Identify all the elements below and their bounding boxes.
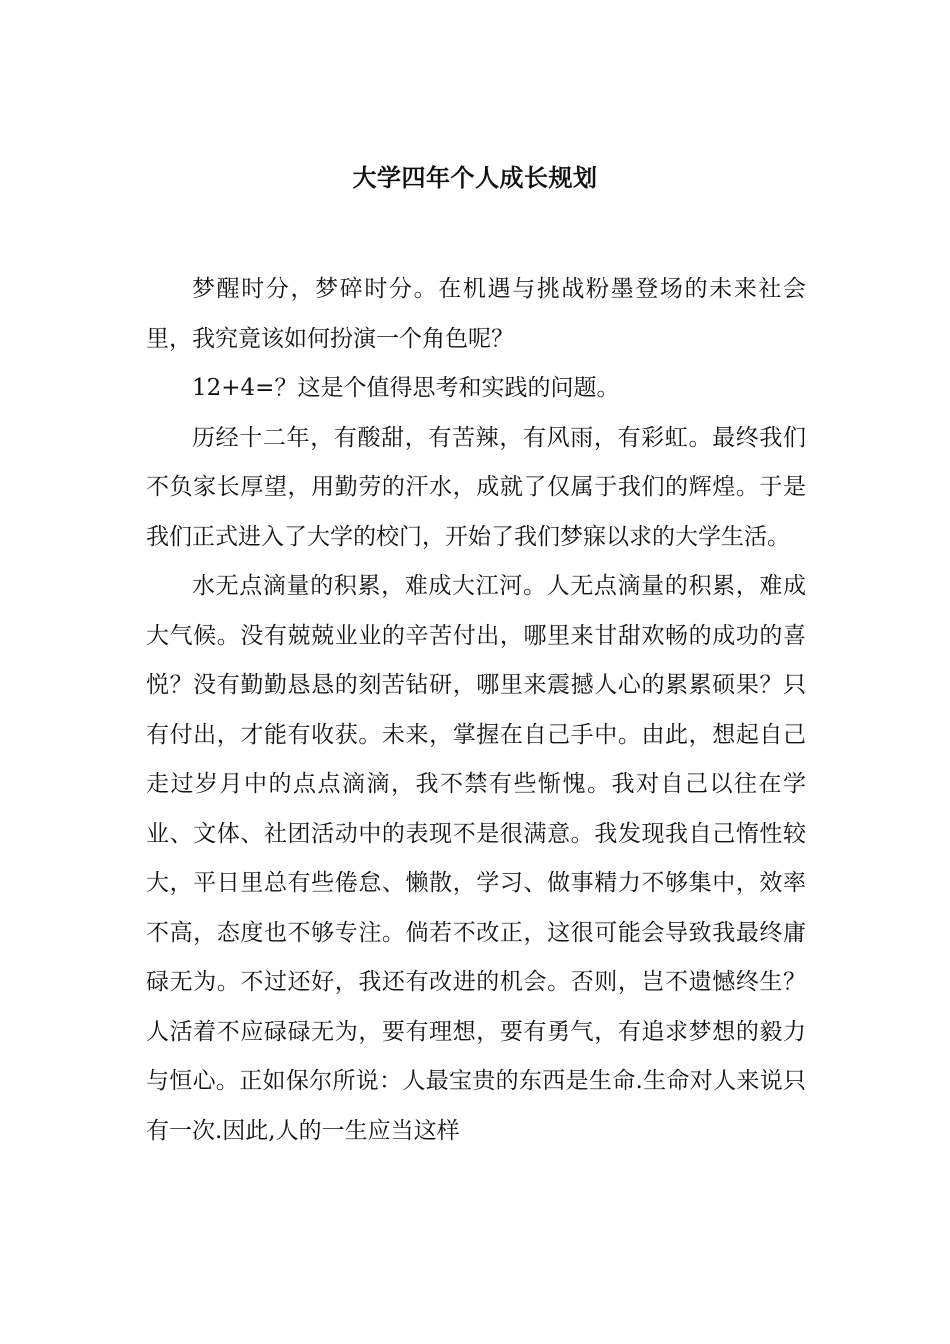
paragraph-2: 12+4=？这是个值得思考和实践的问题。 [192,375,620,401]
paragraph-1: 梦醒时分，梦碎时分。在机遇与挑战粉墨登场的未来社会里，我究竟该如何扮演一个角色呢？ [146,276,806,352]
document-body [146,265,806,1156]
paragraph-4: 水无点滴量的积累，难成大江河。人无点滴量的积累，难成大气候。没有兢兢业业的辛苦付出，哪里来甘甜欢畅的成功的喜悦？没有勤勤恳恳的刻苦钻研，哪里来震撼人心的累累硕果？只有付出，才能有收获。未来，掌握在自己手中。由此，想起自己走过岁月中的点点滴滴，我不禁有些惭愧。我对自己以往在学业、文体、社团活动中的表现不是很满意。我发现我自己惰性较大，平日里总有些倦怠、懒散，学习、做事精力不够集中，效率不高，态度也不够专注。倘若不改正，这很可能会导致我最终庸碌无为。不过还好，我还有改进的机会。否则，岂不遗憾终生？人活着不应碌碌无为，要有理想，要有勇气，有追求梦想的毅力与恒心。正如保尔所说：人最宝贵的东西是生命.生命对人来说只有一次.因此,人的一生应当这样 [146,573,806,1144]
document-title: 大学四年个人成长规划 [352,164,598,192]
paragraph-3: 历经十二年，有酸甜，有苦辣，有风雨，有彩虹。最终我们不负家长厚望，用勤劳的汗水，成就了仅属于我们的辉煌。于是我们正式进入了大学的校门，开始了我们梦寐以求的大学生活。 [146,424,806,550]
